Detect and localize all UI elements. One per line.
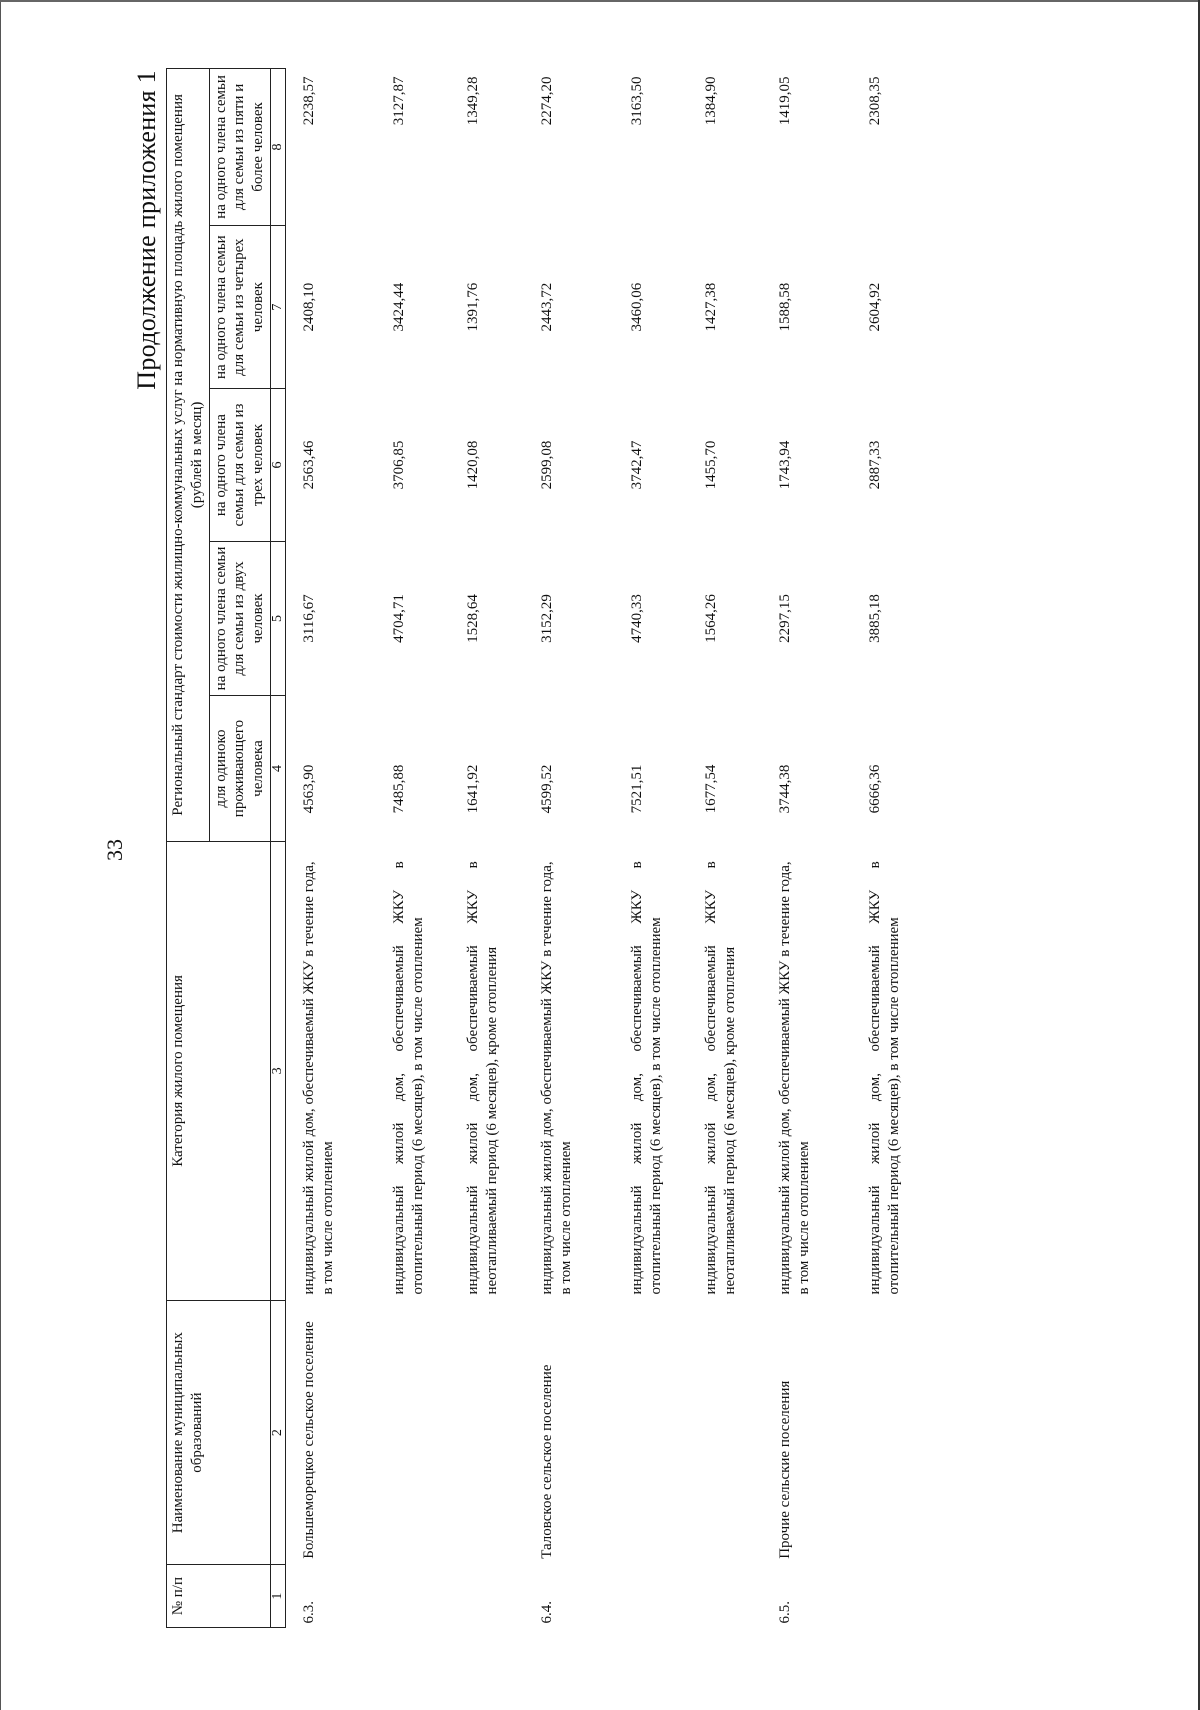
column-number: 1 [270,1565,285,1628]
municipality-name: Прочие сельские поселения [776,1380,793,1559]
housing-category: индивидуальный жилой дом, обеспечиваемый ЖКУ в неотапливаемый период (6 месяцев), кроме отопления [464,861,500,1295]
header-col-four: на одного члена семьи для семьи из четырех человек [209,225,270,389]
value-five: 3127,87 [390,76,407,126]
value-five: 2238,57 [300,76,317,126]
value-three: 2887,33 [866,440,883,490]
value-four: 2408,10 [300,282,317,332]
header-col-five: на одного члена семьи для семьи из пяти и более человек [209,69,270,226]
table-row [285,69,376,1628]
header-col-name: Наименование муниципальных образований [167,1301,271,1565]
value-five: 3163,50 [628,76,645,126]
municipality-name: Таловское сельское поселение [538,1364,555,1559]
column-number: 3 [270,841,285,1300]
value-four: 1391,76 [464,282,481,332]
value-three: 3742,47 [628,440,645,490]
housing-category: индивидуальный жилой дом, обеспечиваемый ЖКУ в течение года, в том числе отоплением [300,861,336,1295]
value-four: 1588,58 [776,282,793,332]
table-header [167,69,286,1628]
column-number: 6 [270,389,285,541]
value-single: 1677,54 [702,764,719,814]
value-three: 2599,08 [538,440,555,490]
value-two: 2297,15 [776,594,793,643]
header-col-no: № п/п [167,1565,271,1628]
table-row [762,69,852,1628]
value-two: 4704,71 [390,594,407,643]
value-two: 3152,29 [538,594,555,643]
row-number: 6.5. [776,1601,793,1624]
value-five: 1349,28 [464,76,481,126]
column-number-row [270,69,285,1628]
value-three: 1455,70 [702,440,719,490]
housing-category: индивидуальный жилой дом, обеспечиваемый ЖКУ в течение года, в том числе отоплением [776,861,812,1295]
value-two: 3116,67 [300,594,317,643]
value-single: 6666,36 [866,764,883,814]
column-number: 8 [270,69,285,226]
header-col-two: на одного члена семьи для семьи из двух человек [209,541,270,696]
continuation-title: Продолжение приложения 1 [132,70,161,390]
value-single: 1641,92 [464,764,481,814]
value-two: 3885,18 [866,594,883,643]
value-single: 7485,88 [390,764,407,814]
value-three: 1420,08 [464,440,481,490]
table-body [285,69,926,1628]
value-five: 1419,05 [776,76,793,126]
value-single: 3744,38 [776,764,793,814]
row-number: 6.4. [538,1601,555,1624]
value-two: 1564,26 [702,594,719,643]
value-three: 1743,94 [776,440,793,490]
value-three: 2563,46 [300,440,317,490]
housing-category: индивидуальный жилой дом, обеспечиваемый ЖКУ в течение года, в том числе отоплением [538,861,574,1295]
value-four: 3424,44 [390,282,407,332]
header-col-category: Категория жилого помещения [167,841,271,1300]
housing-category: индивидуальный жилой дом, обеспечиваемый ЖКУ в отопительный период (6 месяцев), в том числе отоплением [866,861,902,1295]
value-single: 4563,90 [300,764,317,814]
value-three: 3706,85 [390,440,407,490]
value-five: 2274,20 [538,76,555,126]
value-four: 2443,72 [538,282,555,332]
municipality-name: Большеморецкое сельское поселение [300,1321,317,1559]
value-single: 4599,52 [538,764,555,814]
value-four: 2604,92 [866,282,883,332]
housing-category: индивидуальный жилой дом, обеспечиваемый ЖКУ в отопительный период (6 месяцев), в том числе отоплением [628,861,664,1295]
value-five: 2308,35 [866,76,883,126]
column-number: 2 [270,1301,285,1565]
value-single: 7521,51 [628,764,645,814]
value-four: 3460,06 [628,282,645,332]
header-group-title: Региональный стандарт стоимости жилищно-коммунальных услуг на нормативную площадь жилого помещения (рублей в месяц) [167,69,210,842]
housing-cost-standard-table [166,68,926,1628]
header-col-single: для одиноко проживающего человека [209,696,270,842]
row-number: 6.3. [300,1601,317,1624]
housing-category: индивидуальный жилой дом, обеспечиваемый ЖКУ в отопительный период (6 месяцев), в том числе отоплением [390,861,426,1295]
column-number: 7 [270,225,285,389]
header-col-three: на одного члена семьи для семьи из трех человек [209,389,270,541]
housing-category: индивидуальный жилой дом, обеспечиваемый ЖКУ в неотапливаемый период (6 месяцев), кроме отопления [702,861,738,1295]
column-number: 4 [270,696,285,842]
table-row [524,69,614,1628]
value-five: 1384,90 [702,76,719,126]
value-two: 4740,33 [628,594,645,643]
column-number: 5 [270,541,285,696]
value-four: 1427,38 [702,282,719,332]
value-two: 1528,64 [464,594,481,643]
header-row-top [167,69,210,1628]
page-number: 33 [102,839,127,861]
